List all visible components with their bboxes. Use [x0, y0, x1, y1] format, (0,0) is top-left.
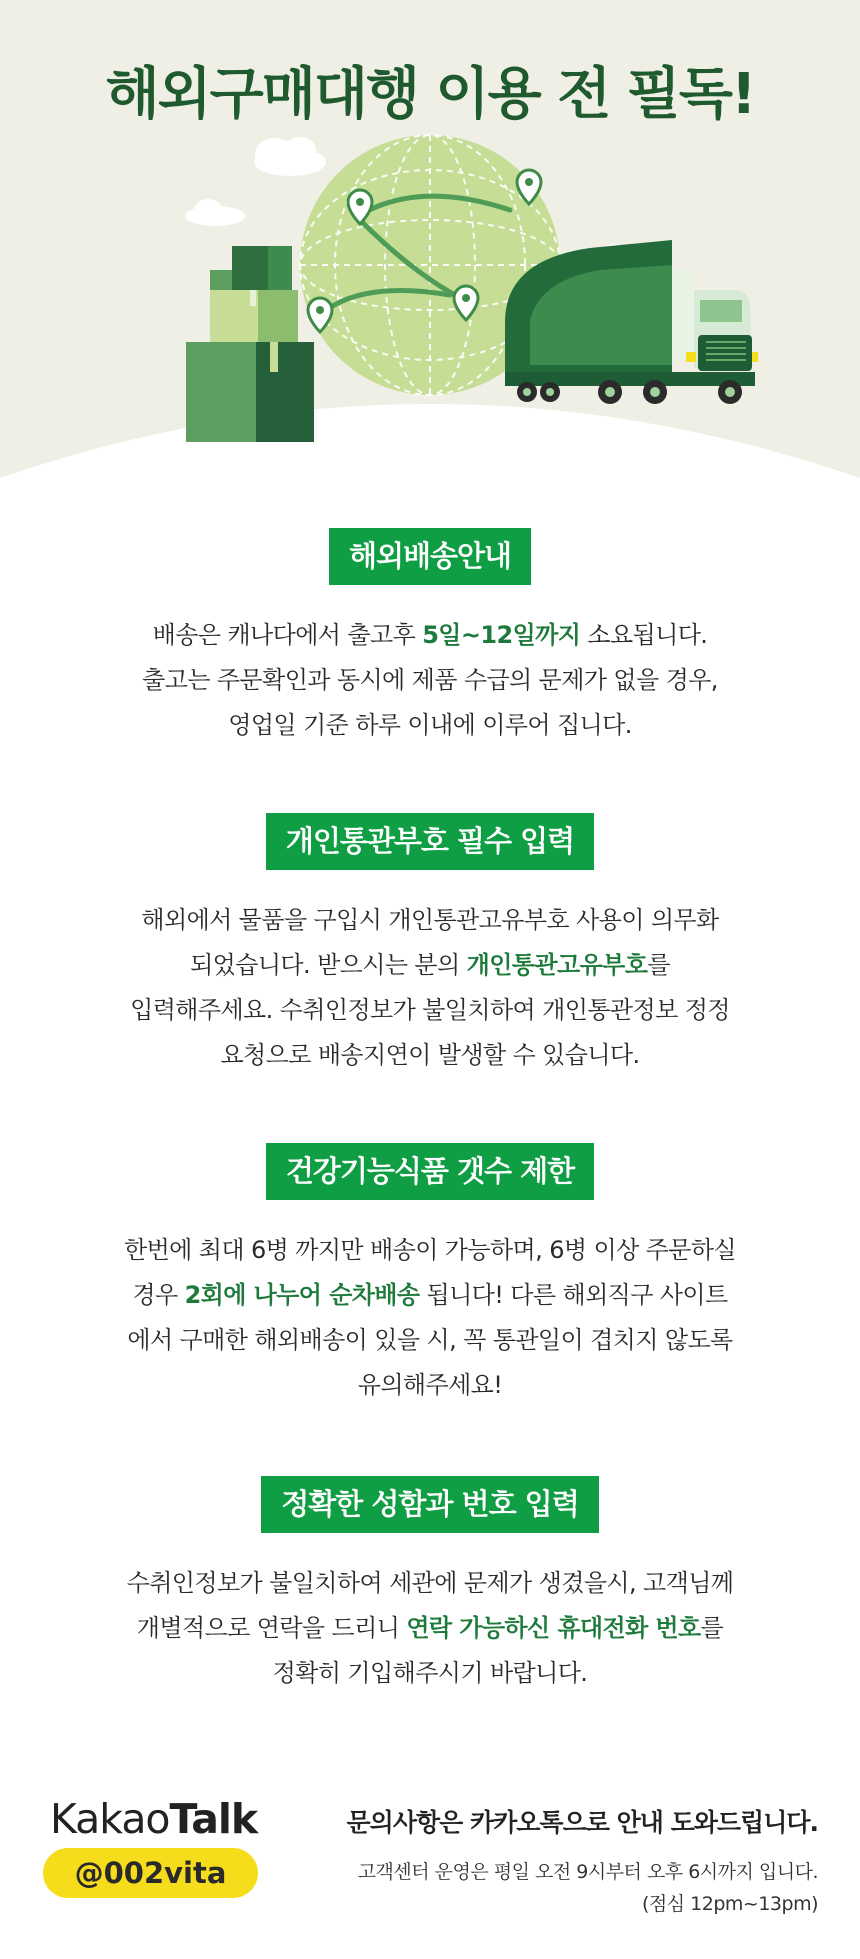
paragraph-line — [0, 1651, 860, 1696]
section-name-phone — [0, 1476, 860, 1696]
section-health-food-limit — [0, 1143, 860, 1408]
paragraph-line — [0, 1273, 860, 1318]
kakao-channel-id[interactable]: @002vita — [43, 1848, 258, 1898]
body-text: 한번에 최대 6병 까지만 배송이 가능하며, 6병 이상 주문하실 — [123, 1236, 737, 1264]
section-paragraph — [0, 1228, 860, 1408]
highlight-text: 연락 가능하신 휴대전화 번호 — [406, 1614, 701, 1642]
section-customs-code — [0, 813, 860, 1078]
body-text: 를 — [700, 1614, 724, 1642]
service-hours — [358, 1856, 818, 1920]
body-text: 정확히 기입해주시기 바랍니다. — [272, 1659, 588, 1687]
body-text: 출고는 주문확인과 동시에 제품 수급의 문제가 없을 경우, — [142, 666, 718, 694]
paragraph-line — [0, 988, 860, 1033]
body-text: 에서 구매한 해외배송이 있을 시, 꼭 통관일이 겹치지 않도록 — [127, 1326, 733, 1354]
service-hours-line: 고객센터 운영은 평일 오전 9시부터 오후 6시까지 입니다. — [357, 1861, 818, 1883]
highlight-text: 2회에 나누어 순차배송 — [184, 1281, 420, 1309]
body-text: 해외에서 물품을 구입시 개인통관고유부호 사용이 의무화 — [141, 906, 719, 934]
section-paragraph — [0, 898, 860, 1078]
lunch-hours-line: (점심 12pm~13pm) — [642, 1893, 818, 1915]
body-text: 유의해주세요! — [357, 1371, 503, 1399]
body-text: 입력해주세요. 수취인정보가 불일치하여 개인통관정보 정정 — [130, 996, 730, 1024]
page-title: 해외구매대행 이용 전 필독! — [105, 62, 755, 127]
paragraph-line — [0, 1318, 860, 1363]
highlight-text: 5일~12일까지 — [422, 621, 581, 649]
paragraph-line — [0, 898, 860, 943]
paragraph-line — [0, 658, 860, 703]
section-badge: 해외배송안내 — [329, 528, 531, 585]
kakaotalk-logo-light: Kakao — [50, 1795, 170, 1843]
body-text: 되었습니다. 받으시는 분의 — [190, 951, 467, 979]
body-text: 경우 — [132, 1281, 185, 1309]
section-badge: 건강기능식품 갯수 제한 — [266, 1143, 594, 1200]
body-text: 배송은 캐나다에서 출고후 — [152, 621, 423, 649]
section-paragraph — [0, 613, 860, 748]
kakaotalk-logo — [50, 1795, 257, 1843]
section-overseas-shipping — [0, 528, 860, 748]
truck-icon — [505, 240, 758, 404]
paragraph-line — [0, 1606, 860, 1651]
footer — [0, 1780, 860, 1920]
cloud-icon — [254, 137, 326, 176]
section-paragraph — [0, 1561, 860, 1696]
cloud-icon — [185, 199, 245, 226]
body-text: 수취인정보가 불일치하여 세관에 문제가 생겼을시, 고객님께 — [126, 1569, 734, 1597]
kakaotalk-logo-bold: Talk — [169, 1795, 258, 1843]
paragraph-line — [0, 943, 860, 988]
highlight-text: 개인통관고유부호 — [466, 951, 648, 979]
paragraph-line — [0, 1561, 860, 1606]
paragraph-line — [0, 613, 860, 658]
body-text: 를 — [647, 951, 670, 979]
body-text: 됩니다! 다른 해외직구 사이트 — [419, 1281, 728, 1309]
contact-notice: 문의사항은 카카오톡으로 안내 도와드립니다. — [346, 1808, 818, 1837]
body-text: 영업일 기준 하루 이내에 이루어 집니다. — [228, 711, 632, 739]
section-badge: 개인통관부호 필수 입력 — [266, 813, 594, 870]
body-text: 요청으로 배송지연이 발생할 수 있습니다. — [220, 1041, 640, 1069]
paragraph-line — [0, 1228, 860, 1273]
hero-banner — [0, 0, 860, 480]
shipping-illustration — [0, 130, 860, 460]
section-badge: 정확한 성함과 번호 입력 — [261, 1476, 598, 1533]
paragraph-line — [0, 1363, 860, 1408]
body-text: 소요됩니다. — [580, 621, 708, 649]
boxes-icon — [186, 246, 314, 442]
paragraph-line — [0, 1033, 860, 1078]
paragraph-line — [0, 703, 860, 748]
body-text: 개별적으로 연락을 드리니 — [136, 1614, 407, 1642]
